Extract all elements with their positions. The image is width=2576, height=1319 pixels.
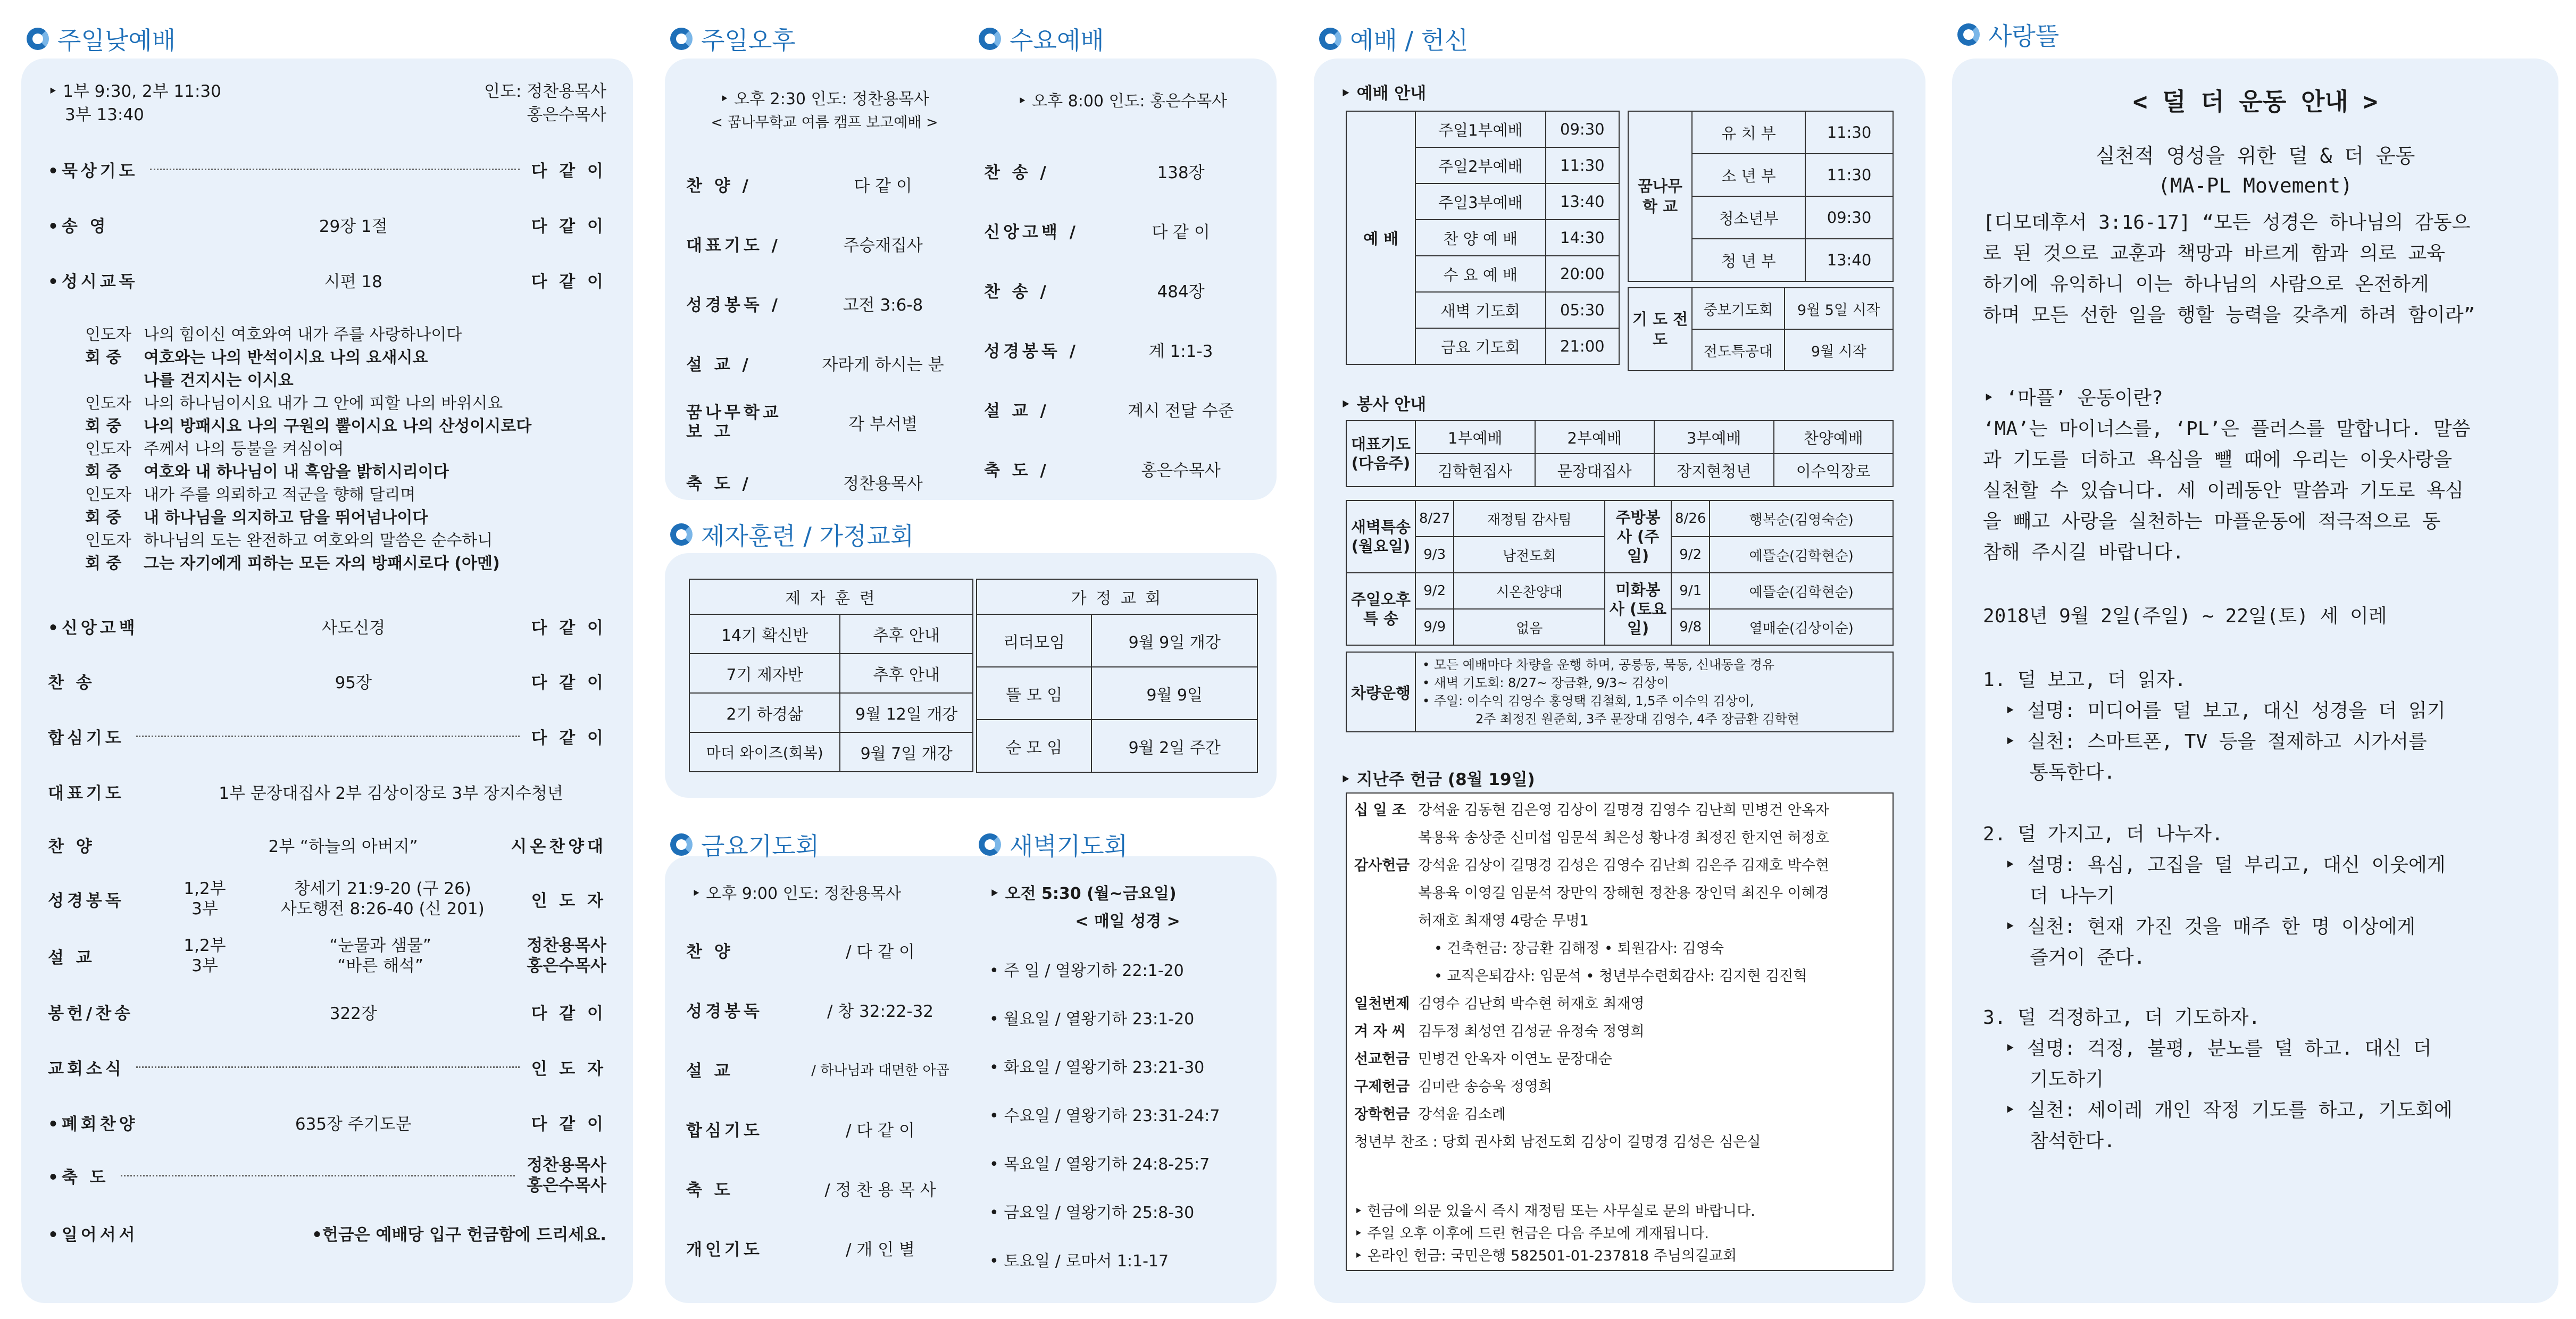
reading-line: 회 중 그는 자기에게 피하는 모든 자의 방패시로다 (아멘) [85, 554, 500, 573]
reading-line: 회 중 여호와 내 하나님이 내 흑암을 밝히시리이다 [85, 463, 449, 481]
afternoon-order: 찬 양 / 다 같 이 대표기도 / 주승재집사 성경봉독 / 고전 3:6-8 설 교 / 자라게 하시는 분 꿈나무학교 보 고 각 부서별 축 도 / 정찬용목사 [686, 176, 944, 494]
car-table: 차량운행 • 모든 예배마다 차량을 운행 하며, 공릉동, 묵동, 신내동을 경유 • 새벽 기도회: 8/27~ 장금환, 9/3~ 김상이 • 주일: 이수익 김영수 홍영택 김철회, 1,5주 이수익 김상이, 2주 최정진 원준회, 3주 문장대 김영수, 4주 장금환 김학현 [1346, 652, 1894, 732]
leader-block: 인도: 정찬용목사 홍은수목사 [484, 82, 606, 124]
order-item: 봉헌/찬송 322장 다 같 이 [48, 1004, 606, 1023]
section-title: 금요기도회 [670, 827, 819, 862]
reading-line: 인도자 나의 힘이신 여호와여 내가 주를 사랑하나이다 [85, 325, 462, 344]
order-item: •폐회찬양 635장 주기도문 다 같 이 [48, 1115, 606, 1134]
discipleship-table: 제 자 훈 련 14기 확신반 추후 안내 7기 제자반 추후 안내 2기 하경삶 9월 12일 개강 마더 와이즈(회복) 9월 7일 개강 [689, 579, 973, 772]
reading-line: 인도자 주께서 나의 등불을 켜심이여 [85, 440, 344, 458]
list-item: • 화요일 / 열왕기하 23:21-30 [989, 1058, 1205, 1077]
worship-table: 예 배 주일1부예배 09:30 주일2부예배 11:30 주일3부예배 13:40 찬 양 예 배 14:30 수 요 예 배 20:00 새벽 기도회 05:30 금요 기도회 21:00 [1346, 111, 1620, 365]
section-title: 예배 / 헌신 [1319, 21, 1469, 56]
subheading: ‣ 봉사 안내 [1340, 395, 1427, 414]
order-item: •신앙고백 사도신경 다 같 이 [48, 619, 606, 638]
list-item: • 금요일 / 열왕기하 25:8-30 [989, 1204, 1195, 1222]
responsive-reading [85, 323, 531, 575]
ring-icon [1957, 23, 1980, 46]
ring-icon [979, 833, 1001, 856]
sermon: 설 교 1,2부 3부 “눈물과 샘물” “바른 해석” 정찬용목사 홍은수목사 [48, 936, 606, 975]
ring-icon [27, 28, 49, 50]
order-item: 찬 양 2부 “하늘의 아버지” 시온찬양대 [48, 837, 606, 856]
reading-line: 인도자 나의 하나님이시요 내가 그 안에 피할 나의 바위시요 [85, 394, 503, 413]
order-item: •송 영 29장 1절 다 같 이 [48, 217, 606, 236]
order-item: •성시교독 시편 18 다 같 이 [48, 272, 606, 291]
reading-line: 회 중 나의 방패시요 나의 구원의 뿔이시요 나의 산성이시로다 [85, 417, 532, 436]
list-item: • 수요일 / 열왕기하 23:31-24:7 [989, 1107, 1220, 1125]
offering-notes: ‣ 헌금에 의문 있을시 즉시 재정팀 또는 사무실로 문의 바랍니다. ‣ 주일 오후 이후에 드린 헌금은 다음 주보에 게재됩니다. ‣ 온라인 헌금: 국민은행 582501-01-237818 주님의길교회 [1354, 1203, 1755, 1264]
closing: •일어서서 •헌금은 예배당 입구 헌금함에 드리세요. [48, 1225, 606, 1245]
section-title: 사랑뜰 [1957, 17, 2059, 52]
scripture-verse: [디모데후서 3:16-17] “모든 성경은 하나님의 감동으 로 된 것으로 교훈과 책망과 바르게 함과 의로 교육 하기에 유익하니 이는 하나님의 사람으로 온전하게 하며 모든 선한 일을 행할 능력을 갖추게 하려 함이라” [1983, 212, 2475, 326]
dawn-prayer: ‣ 오전 5:30 (월~금요일) < 매일 성경 > [989, 884, 1180, 931]
list-item: • 토요일 / 로마서 1:1-17 [989, 1252, 1169, 1271]
section-title: 수요예배 [979, 21, 1104, 56]
school-table: 꿈나무 학 교 유 치 부 11:30 소 년 부 11:30 청소년부 09:30 청 년 부 13:40 [1628, 111, 1894, 282]
ring-icon [979, 28, 1001, 50]
order-item: •묵상기도 다 같 이 [48, 162, 606, 181]
list-item: • 월요일 / 열왕기하 23:1-20 [989, 1010, 1195, 1029]
ring-icon [670, 833, 693, 856]
benediction: •축 도 정찬용목사 홍은수목사 [48, 1156, 606, 1195]
list-item: • 목요일 / 열왕기하 24:8-25:7 [989, 1155, 1210, 1174]
service-table: 대표기도 (다음주) 1부예배 2부예배 3부예배 찬양예배 김학현집사 문장대집사 장지현청년 이수익장로 [1346, 420, 1894, 487]
order-item: 찬 송 95장 다 같 이 [48, 673, 606, 692]
section-title: 제자훈련 / 가정교회 [670, 517, 914, 552]
wednesday-order: 찬 송 / 138장 신앙고백 / 다 같 이 찬 송 / 484장 성경봉독 / 계 1:1-3 설 교 / 계시 전달 수준 축 도 / 홍은수목사 [984, 163, 1234, 480]
reading-line: 인도자 하나님의 도는 완전하고 여호와의 말씀은 순수하니 [85, 531, 493, 550]
ring-icon [670, 28, 693, 50]
order-item: 교회소식 인 도 자 [48, 1059, 606, 1079]
subheading: ‣ 지난주 헌금 (8월 19일) [1340, 770, 1535, 789]
point-1: 1. 덜 보고, 더 읽자. ‣ 설명: 미디어를 덜 보고, 대신 성경을 더 읽기 ‣ 실천: 스마트폰, TV 등을 절제하고 시가서를 통독한다. [1983, 669, 2446, 783]
daily-bible-list [989, 957, 1266, 1296]
home-church-table: 가 정 교 회 리더모임 9월 9일 개강 뜰 모 임 9월 9일 순 모 임 9월 2일 주간 [976, 579, 1258, 773]
bible-reading: 성경봉독 1,2부 3부 창세기 21:9-20 (구 26) 사도행전 8:26-40 (신 201) 인 도 자 [48, 879, 606, 919]
point-2: 2. 덜 가지고, 더 나누자. ‣ 설명: 욕심, 고집을 덜 부리고, 대신 이웃에게 더 나누기 ‣ 실천: 현재 가진 것을 매주 한 명 이상에게 즐거이 준다. [1983, 823, 2446, 969]
friday-time: ‣ 오후 9:00 인도: 정찬용목사 [691, 884, 902, 903]
sunday-worship-column [21, 0, 633, 1319]
reading-line: 회 중 여호와는 나의 반석이시요 나의 요새시요 [85, 348, 428, 367]
period: 2018년 9월 2일(주일) ~ 22일(토) 세 이레 [1983, 605, 2387, 627]
reading-line: 인도자 내가 주를 의뢰하고 적군을 향해 달리며 [85, 486, 416, 504]
sunday-afternoon: ‣ 오후 2:30 인도: 정찬용목사 < 꿈나무학교 여름 캠프 보고예배 > [711, 90, 938, 131]
offering-box [1346, 792, 1894, 1271]
subheading: ‣ 예배 안내 [1340, 84, 1427, 103]
special-service-table: 새벽특송 (월요일) 8/27 재정팀 감사팀 주방봉사 (주일) 8/26 행복순(김영숙순) 9/3 남전도회 9/2 예뜰순(김학현순) 주일오후 특 송 9/2 시온찬양대 미화봉사 (토요일) 9/1 예뜰순(김학현순) 9/9 없음 9/8 열매순(김상이순) [1346, 500, 1894, 646]
offering-list: 십 일 조 강석윤 김동현 김은영 김상이 길명경 김영수 김난희 민병건 안옥자 복용육 송상준 신미섭 임문석 최은성 황나경 최정진 한지연 허정호 감사헌금 강석윤 김상이 길명경 김성은 김영수 김난희 김은주 김재호 박수현 복용육 이영길 임문석 장만익 장해현 정찬용 장인덕 최진우 이혜경 허재호 최재영 4랑순 무명1 • 건축헌금: 장금환 김해정 • 퇴원감사: 김영숙 • 교직은퇴감사: 임문석 • 청년부수련회감사: 김지현 김진혁 일천번제 김영수 김난희 박수현 허재호 최재영 겨 자 씨 김두정 최성연 김성균 유정숙 정영희 선교헌금 민병건 안옥자 이연노 문장대순 구제헌금 김미란 송승욱 정영희 장학헌금 강석윤 김소례 청년부 찬조 : 당회 권사회 남전도회 김상이 길명경 김성은 심은실 [1354, 802, 1829, 1150]
sarangtteul-column [1947, 0, 2558, 1319]
time-block: ‣ 1부 9:30, 2부 11:30 3부 13:40 [48, 82, 221, 124]
ring-icon [1319, 28, 1341, 50]
reading-line: 회 중 내 하나님을 의지하고 담을 뛰어넘나이다 [85, 508, 428, 527]
reading-line: 나를 건지시는 이시요 [144, 371, 294, 390]
ring-icon [670, 523, 693, 546]
order-item: 합심기도 다 같 이 [48, 729, 606, 748]
order-item: 대표기도 1부 문장대집사 2부 김상이장로 3부 장지수청년 [48, 784, 563, 803]
prayer-table: 기 도 전 도 중보기도회 9월 5일 시작 전도특공대 9월 시작 [1628, 287, 1894, 371]
main-title: < 덜 더 운동 안내 > [2132, 87, 2378, 116]
section-title: 주일오후 [670, 21, 796, 56]
friday-order: 찬 양 / 다 같 이 성경봉독 / 창 32:22-32 설 교 / 하나님과 대면한 아곱 합심기도 / 다 같 이 축 도 / 정 찬 용 목 사 개인기도 / 개 인 별 [686, 942, 949, 1259]
point-3: 3. 덜 걱정하고, 더 기도하자. ‣ 설명: 걱정, 불평, 분노를 덜 하고. 대신 더 기도하기 ‣ 실천: 세이레 개인 작정 기도를 하고, 기도회에 참석한다. [1983, 1007, 2453, 1152]
list-item: • 주 일 / 열왕기하 22:1-20 [989, 962, 1184, 980]
subtitle: 실천적 영성을 위한 덜 & 더 운동 (MA-PL Movement) [2095, 144, 2415, 197]
section-title: 주일낮예배 [27, 21, 176, 56]
description: ‣ ‘마플’ 운동이란? ‘MA’는 마이너스를, ‘PL’은 플러스를 말합니다. 말씀 과 기도를 더하고 욕심을 뺄 때에 우리는 이웃사랑을 실천할 수 있습니다. 세 이레동안 말씀과 기도로 욕심 을 빼고 사랑을 실천하는 마플운동에 적극적으로 동 참해 주시길 바랍니다. [1983, 387, 2471, 563]
wednesday: ‣ 오후 8:00 인도: 홍은수목사 [1017, 92, 1228, 111]
section-title: 새벽기도회 [979, 827, 1128, 862]
worship-offering-column [1314, 0, 1925, 1319]
services-column [665, 0, 1277, 1319]
